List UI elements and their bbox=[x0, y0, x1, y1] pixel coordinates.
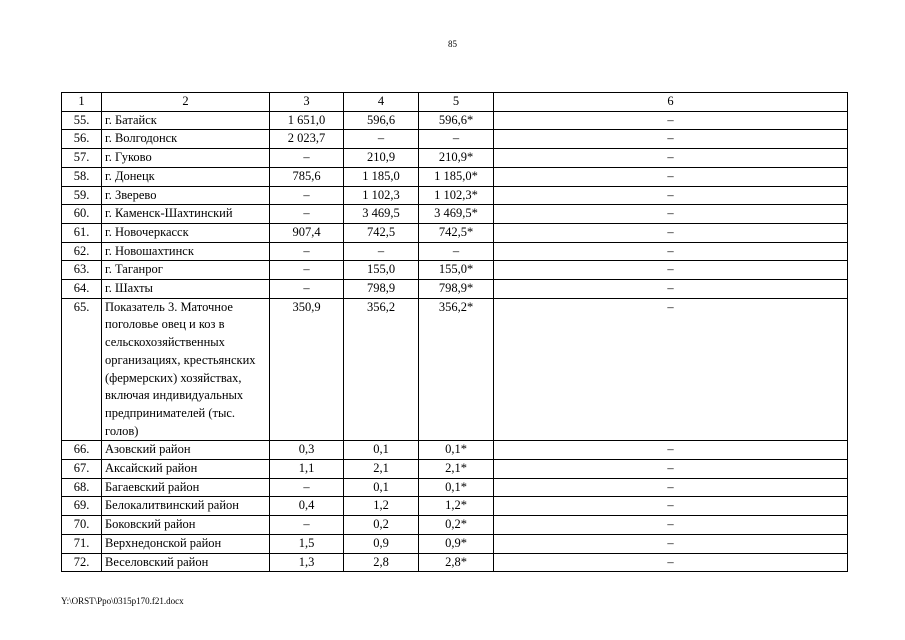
value-col-4: 0,9 bbox=[344, 534, 419, 553]
row-name: Боковский район bbox=[102, 516, 270, 535]
table-row bbox=[62, 516, 848, 535]
row-name: г. Батайск bbox=[102, 111, 270, 130]
value-col-6: – bbox=[494, 111, 848, 130]
table-row bbox=[62, 478, 848, 497]
value-col-3: 0,4 bbox=[270, 497, 344, 516]
value-col-6: – bbox=[494, 497, 848, 516]
row-name: г. Зверево bbox=[102, 186, 270, 205]
value-col-5: 0,1* bbox=[419, 441, 494, 460]
value-col-5: 1,2* bbox=[419, 497, 494, 516]
value-col-6: – bbox=[494, 553, 848, 572]
row-number: 72. bbox=[62, 553, 102, 572]
value-col-5: – bbox=[419, 130, 494, 149]
table-row bbox=[62, 298, 848, 441]
row-name: г. Шахты bbox=[102, 280, 270, 299]
row-name: Показатель 3. Маточное поголовье овец и коз в сельскохозяйственных организациях, крестьянских (фермерских) хозяйствах, включая индивидуальных предпринимателей (тыс. голов) bbox=[102, 298, 270, 441]
value-col-5: 2,1* bbox=[419, 460, 494, 479]
row-name: г. Донецк bbox=[102, 167, 270, 186]
value-col-4: – bbox=[344, 242, 419, 261]
value-col-5: 356,2* bbox=[419, 298, 494, 441]
value-col-5: 3 469,5* bbox=[419, 205, 494, 224]
value-col-6: – bbox=[494, 186, 848, 205]
row-number: 66. bbox=[62, 441, 102, 460]
value-col-3: 1,5 bbox=[270, 534, 344, 553]
value-col-5: 2,8* bbox=[419, 553, 494, 572]
value-col-5: 596,6* bbox=[419, 111, 494, 130]
value-col-5: 742,5* bbox=[419, 223, 494, 242]
value-col-4: 2,1 bbox=[344, 460, 419, 479]
value-col-6: – bbox=[494, 298, 848, 441]
value-col-4: 210,9 bbox=[344, 149, 419, 168]
value-col-6: – bbox=[494, 280, 848, 299]
value-col-5: 0,9* bbox=[419, 534, 494, 553]
value-col-4: 742,5 bbox=[344, 223, 419, 242]
row-name: г. Новошахтинск bbox=[102, 242, 270, 261]
value-col-4: 155,0 bbox=[344, 261, 419, 280]
value-col-6: – bbox=[494, 205, 848, 224]
row-number: 65. bbox=[62, 298, 102, 441]
row-number: 59. bbox=[62, 186, 102, 205]
row-number: 58. bbox=[62, 167, 102, 186]
header-cell-3: 3 bbox=[270, 93, 344, 112]
row-name: г. Волгодонск bbox=[102, 130, 270, 149]
value-col-6: – bbox=[494, 149, 848, 168]
row-name: Верхнедонской район bbox=[102, 534, 270, 553]
header-cell-2: 2 bbox=[102, 93, 270, 112]
row-name: Веселовский район bbox=[102, 553, 270, 572]
value-col-5: 1 102,3* bbox=[419, 186, 494, 205]
value-col-4: 0,1 bbox=[344, 478, 419, 497]
value-col-3: 350,9 bbox=[270, 298, 344, 441]
value-col-6: – bbox=[494, 242, 848, 261]
table-row bbox=[62, 261, 848, 280]
table-row bbox=[62, 223, 848, 242]
value-col-6: – bbox=[494, 478, 848, 497]
footer-file-path: Y:\ORST\Ppo\0315p170.f21.docx bbox=[61, 596, 184, 606]
row-name: г. Гуково bbox=[102, 149, 270, 168]
value-col-4: 2,8 bbox=[344, 553, 419, 572]
value-col-6: – bbox=[494, 261, 848, 280]
value-col-4: 1,2 bbox=[344, 497, 419, 516]
row-number: 69. bbox=[62, 497, 102, 516]
row-number: 62. bbox=[62, 242, 102, 261]
value-col-6: – bbox=[494, 516, 848, 535]
row-name: Аксайский район bbox=[102, 460, 270, 479]
row-number: 70. bbox=[62, 516, 102, 535]
value-col-3: – bbox=[270, 186, 344, 205]
value-col-5: 210,9* bbox=[419, 149, 494, 168]
value-col-5: – bbox=[419, 242, 494, 261]
table-row bbox=[62, 534, 848, 553]
row-number: 61. bbox=[62, 223, 102, 242]
row-number: 67. bbox=[62, 460, 102, 479]
row-number: 71. bbox=[62, 534, 102, 553]
value-col-4: – bbox=[344, 130, 419, 149]
row-number: 55. bbox=[62, 111, 102, 130]
table-row bbox=[62, 167, 848, 186]
page-number: 85 bbox=[448, 39, 457, 49]
table-row bbox=[62, 111, 848, 130]
row-name: Белокалитвинский район bbox=[102, 497, 270, 516]
row-name: г. Каменск-Шахтинский bbox=[102, 205, 270, 224]
value-col-6: – bbox=[494, 167, 848, 186]
table-row bbox=[62, 205, 848, 224]
row-number: 63. bbox=[62, 261, 102, 280]
value-col-6: – bbox=[494, 534, 848, 553]
row-number: 68. bbox=[62, 478, 102, 497]
value-col-3: 1 651,0 bbox=[270, 111, 344, 130]
table-row bbox=[62, 460, 848, 479]
header-row bbox=[62, 93, 848, 112]
value-col-3: 1,3 bbox=[270, 553, 344, 572]
value-col-5: 0,2* bbox=[419, 516, 494, 535]
header-cell-4: 4 bbox=[344, 93, 419, 112]
value-col-3: – bbox=[270, 149, 344, 168]
table-row bbox=[62, 242, 848, 261]
value-col-5: 0,1* bbox=[419, 478, 494, 497]
value-col-4: 1 102,3 bbox=[344, 186, 419, 205]
value-col-3: – bbox=[270, 261, 344, 280]
row-name: г. Таганрог bbox=[102, 261, 270, 280]
table-row bbox=[62, 186, 848, 205]
value-col-3: – bbox=[270, 280, 344, 299]
table-row bbox=[62, 280, 848, 299]
value-col-6: – bbox=[494, 441, 848, 460]
value-col-6: – bbox=[494, 130, 848, 149]
value-col-3: 0,3 bbox=[270, 441, 344, 460]
row-name: Багаевский район bbox=[102, 478, 270, 497]
data-table bbox=[61, 92, 848, 572]
table-row bbox=[62, 553, 848, 572]
value-col-4: 356,2 bbox=[344, 298, 419, 441]
value-col-4: 3 469,5 bbox=[344, 205, 419, 224]
row-number: 57. bbox=[62, 149, 102, 168]
value-col-4: 1 185,0 bbox=[344, 167, 419, 186]
header-cell-1: 1 bbox=[62, 93, 102, 112]
row-number: 64. bbox=[62, 280, 102, 299]
value-col-5: 1 185,0* bbox=[419, 167, 494, 186]
value-col-6: – bbox=[494, 223, 848, 242]
value-col-3: – bbox=[270, 205, 344, 224]
value-col-4: 798,9 bbox=[344, 280, 419, 299]
table-row bbox=[62, 497, 848, 516]
value-col-3: – bbox=[270, 516, 344, 535]
value-col-3: 785,6 bbox=[270, 167, 344, 186]
value-col-6: – bbox=[494, 460, 848, 479]
table-row bbox=[62, 149, 848, 168]
value-col-5: 155,0* bbox=[419, 261, 494, 280]
row-number: 56. bbox=[62, 130, 102, 149]
table-row bbox=[62, 441, 848, 460]
value-col-4: 0,1 bbox=[344, 441, 419, 460]
value-col-3: – bbox=[270, 242, 344, 261]
header-cell-6: 6 bbox=[494, 93, 848, 112]
value-col-4: 0,2 bbox=[344, 516, 419, 535]
value-col-4: 596,6 bbox=[344, 111, 419, 130]
value-col-3: 907,4 bbox=[270, 223, 344, 242]
table-row bbox=[62, 130, 848, 149]
row-name: г. Новочеркасск bbox=[102, 223, 270, 242]
header-cell-5: 5 bbox=[419, 93, 494, 112]
value-col-3: – bbox=[270, 478, 344, 497]
row-name: Азовский район bbox=[102, 441, 270, 460]
value-col-3: 1,1 bbox=[270, 460, 344, 479]
value-col-3: 2 023,7 bbox=[270, 130, 344, 149]
row-number: 60. bbox=[62, 205, 102, 224]
value-col-5: 798,9* bbox=[419, 280, 494, 299]
